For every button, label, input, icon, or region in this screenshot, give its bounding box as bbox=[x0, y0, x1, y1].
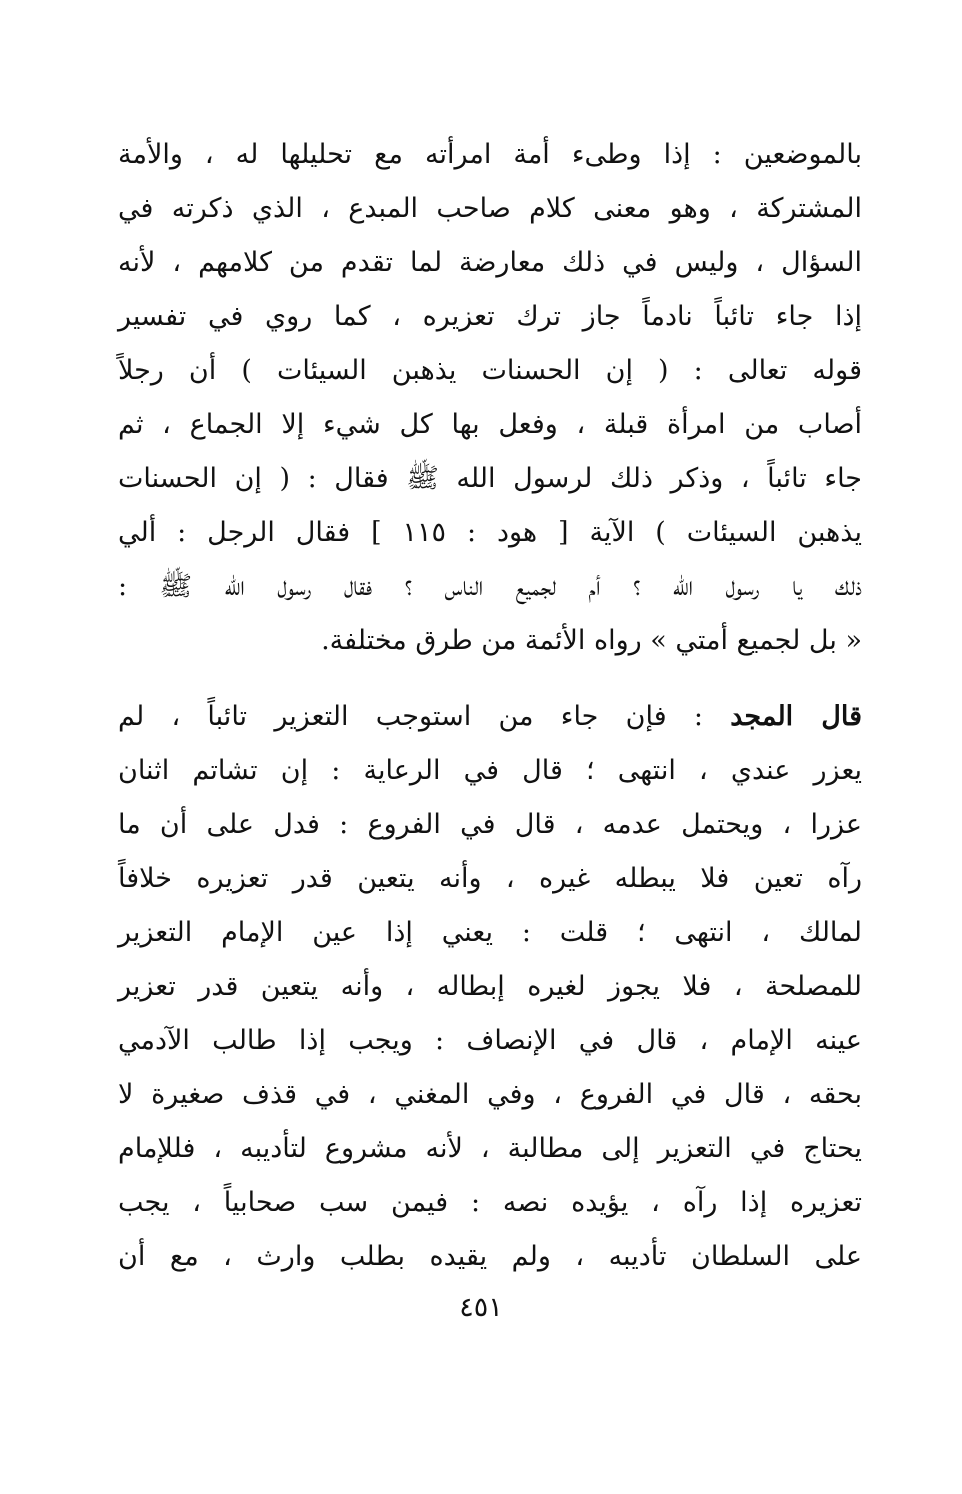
paragraph-1 bbox=[118, 128, 862, 668]
text-line: ذلك يا رسول الله ؟ أم لجميع الناس ؟ فقال رسول الله ﷺ : bbox=[118, 571, 862, 602]
text-line: يعزر عندي ، انتهى ؛ قال في الرعاية : إن تشاتم اثنان bbox=[118, 755, 862, 786]
text-line: عينه الإمام ، قال في الإنصاف : ويجب إذا طالب الآدمي bbox=[118, 1025, 862, 1056]
text-line: على السلطان تأديبه ، ولم يقيده بطلب وارث ، مع أن bbox=[118, 1241, 862, 1272]
text-line: « بل لجميع أمتي » رواه الأئمة من طرق مختلفة. bbox=[321, 625, 862, 656]
text-line: يذهبن السيئات ) الآية [ هود : ١١٥ ] فقال الرجل : ألي bbox=[118, 517, 862, 548]
text-line: لمالك ، انتهى ؛ قلت : يعني إذا عين الإمام التعزير bbox=[118, 917, 862, 948]
text-line: للمصلحة ، فلا يجوز لغيره إبطاله ، وأنه يتعين قدر تعزير bbox=[118, 971, 862, 1002]
text-line: عزرا ، ويحتمل عدمه ، قال في الفروع : فدل على أن ما bbox=[118, 809, 862, 840]
text-line: تعزيره إذا رآه ، يؤيده نصه : فيمن سب صحابياً ، يجب bbox=[118, 1187, 862, 1218]
text-line: إذا جاء تائباً نادماً جاز ترك تعزيره ، كما روي في تفسير bbox=[118, 301, 862, 332]
text-line: بحقه ، قال في الفروع ، وفي المغني ، في قذف صغيرة لا bbox=[118, 1079, 862, 1110]
text-line: بالموضعين : إذا وطىء أمة امرأته مع تحليلها له ، والأمة bbox=[118, 139, 862, 170]
text-line-first bbox=[118, 690, 862, 744]
text-line: المشتركة ، وهو معنى كلام صاحب المبدع ، الذي ذكرته في bbox=[118, 193, 862, 224]
text-line: قوله تعالى : ( إن الحسنات يذهبن السيئات ) أن رجلاً bbox=[118, 355, 862, 386]
page-number: ٤٥١ bbox=[459, 1292, 503, 1323]
text-line-rest: : فإن جاء من استوجب التعزير تائباً ، لم bbox=[118, 701, 731, 732]
paragraph-2 bbox=[118, 690, 862, 1284]
section-lead: قال المجد bbox=[730, 701, 863, 732]
text-line: جاء تائباً ، وذكر ذلك لرسول الله ﷺ فقال : ( إن الحسنات bbox=[118, 463, 862, 494]
text-line: أصاب من امرأة قبلة ، وفعل بها كل شيء إلا الجماع ، ثم bbox=[118, 409, 862, 440]
text-line: يحتاج في التعزير إلى مطالبة ، لأنه مشروع لتأديبه ، فللإمام bbox=[118, 1133, 862, 1164]
text-line: السؤال ، وليس في ذلك معارضة لما تقدم من كلامهم ، لأنه bbox=[118, 247, 862, 278]
text-line: رآه تعين فلا يبطله غيره ، وأنه يتعين قدر تعزيره خلافاً bbox=[118, 863, 863, 894]
